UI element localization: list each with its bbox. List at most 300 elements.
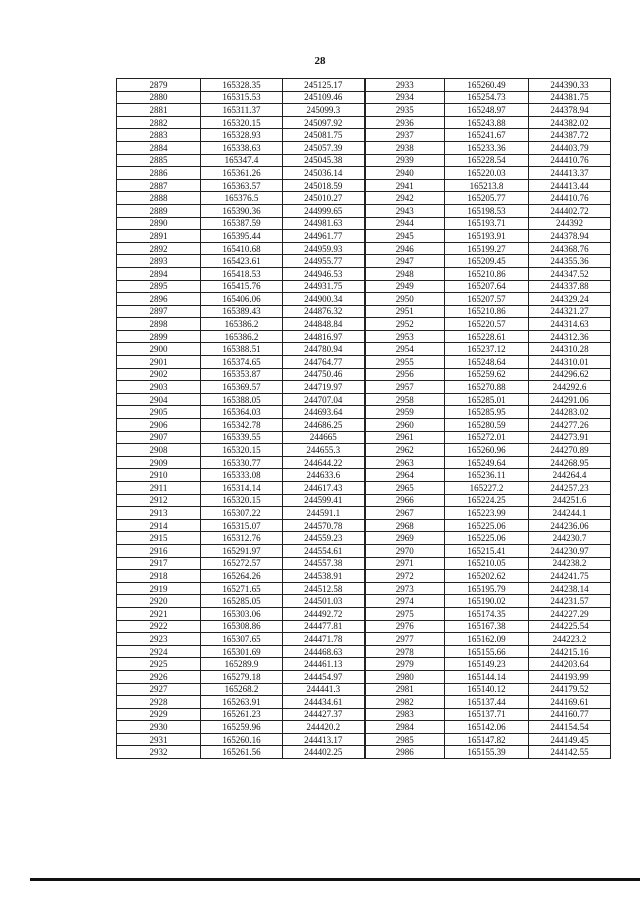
x-coordinate-cell: 165369.57 xyxy=(201,381,283,394)
point-number-cell: 2892 xyxy=(117,242,201,255)
x-coordinate-cell: 165361.26 xyxy=(201,167,283,180)
point-number-cell: 2915 xyxy=(117,532,201,545)
y-coordinate-cell: 244427.37 xyxy=(283,708,365,721)
point-number-cell: 2969 xyxy=(365,532,445,545)
y-coordinate-cell: 244230.7 xyxy=(529,532,611,545)
point-number-cell: 2978 xyxy=(365,645,445,658)
y-coordinate-cell: 244291.06 xyxy=(529,393,611,406)
x-coordinate-cell: 165261.23 xyxy=(201,708,283,721)
x-coordinate-cell: 165406.06 xyxy=(201,293,283,306)
point-number-cell: 2893 xyxy=(117,255,201,268)
x-coordinate-cell: 165289.9 xyxy=(201,658,283,671)
table-row xyxy=(117,683,611,696)
table-row xyxy=(117,318,611,331)
x-coordinate-cell: 165271.65 xyxy=(201,582,283,595)
point-number-cell: 2946 xyxy=(365,242,445,255)
point-number-cell: 2913 xyxy=(117,507,201,520)
x-coordinate-cell: 165225.06 xyxy=(445,532,529,545)
x-coordinate-cell: 165315.53 xyxy=(201,91,283,104)
table-row xyxy=(117,141,611,154)
y-coordinate-cell: 245125.17 xyxy=(283,79,365,92)
x-coordinate-cell: 165137.44 xyxy=(445,696,529,709)
y-coordinate-cell: 244961.77 xyxy=(283,230,365,243)
y-coordinate-cell: 244686.25 xyxy=(283,419,365,432)
y-coordinate-cell: 244410.76 xyxy=(529,154,611,167)
x-coordinate-cell: 165415.76 xyxy=(201,280,283,293)
point-number-cell: 2957 xyxy=(365,381,445,394)
x-coordinate-cell: 165190.02 xyxy=(445,595,529,608)
table-row xyxy=(117,670,611,683)
x-coordinate-cell: 165254.73 xyxy=(445,91,529,104)
x-coordinate-cell: 165198.53 xyxy=(445,204,529,217)
x-coordinate-cell: 165338.63 xyxy=(201,141,283,154)
x-coordinate-cell: 165142.06 xyxy=(445,721,529,734)
point-number-cell: 2883 xyxy=(117,129,201,142)
point-number-cell: 2914 xyxy=(117,519,201,532)
y-coordinate-cell: 244816.97 xyxy=(283,330,365,343)
x-coordinate-cell: 165303.06 xyxy=(201,607,283,620)
point-number-cell: 2931 xyxy=(117,733,201,746)
x-coordinate-cell: 165236.11 xyxy=(445,469,529,482)
y-coordinate-cell: 244693.64 xyxy=(283,406,365,419)
point-number-cell: 2937 xyxy=(365,129,445,142)
y-coordinate-cell: 244644.22 xyxy=(283,456,365,469)
y-coordinate-cell: 244321.27 xyxy=(529,305,611,318)
point-number-cell: 2945 xyxy=(365,230,445,243)
x-coordinate-cell: 165386.2 xyxy=(201,318,283,331)
point-number-cell: 2932 xyxy=(117,746,201,759)
point-number-cell: 2955 xyxy=(365,356,445,369)
table-row xyxy=(117,595,611,608)
point-number-cell: 2976 xyxy=(365,620,445,633)
y-coordinate-cell: 244413.17 xyxy=(283,733,365,746)
x-coordinate-cell: 165353.87 xyxy=(201,368,283,381)
y-coordinate-cell: 244876.32 xyxy=(283,305,365,318)
y-coordinate-cell: 244142.55 xyxy=(529,746,611,759)
point-number-cell: 2888 xyxy=(117,192,201,205)
point-number-cell: 2952 xyxy=(365,318,445,331)
point-number-cell: 2896 xyxy=(117,293,201,306)
y-coordinate-cell: 245109.46 xyxy=(283,91,365,104)
table-row xyxy=(117,305,611,318)
point-number-cell: 2899 xyxy=(117,330,201,343)
point-number-cell: 2922 xyxy=(117,620,201,633)
y-coordinate-cell: 244238.2 xyxy=(529,557,611,570)
point-number-cell: 2918 xyxy=(117,570,201,583)
y-coordinate-cell: 244570.78 xyxy=(283,519,365,532)
x-coordinate-cell: 165342.78 xyxy=(201,419,283,432)
x-coordinate-cell: 165149.23 xyxy=(445,658,529,671)
table-row xyxy=(117,696,611,709)
y-coordinate-cell: 244413.44 xyxy=(529,179,611,192)
point-number-cell: 2958 xyxy=(365,393,445,406)
y-coordinate-cell: 244296.62 xyxy=(529,368,611,381)
table-row xyxy=(117,356,611,369)
x-coordinate-cell: 165285.05 xyxy=(201,595,283,608)
point-number-cell: 2939 xyxy=(365,154,445,167)
y-coordinate-cell: 244402.72 xyxy=(529,204,611,217)
y-coordinate-cell: 244193.99 xyxy=(529,670,611,683)
point-number-cell: 2910 xyxy=(117,469,201,482)
x-coordinate-cell: 165320.15 xyxy=(201,444,283,457)
x-coordinate-cell: 165315.07 xyxy=(201,519,283,532)
point-number-cell: 2903 xyxy=(117,381,201,394)
x-coordinate-cell: 165268.2 xyxy=(201,683,283,696)
y-coordinate-cell: 244719.97 xyxy=(283,381,365,394)
y-coordinate-cell: 244292.6 xyxy=(529,381,611,394)
x-coordinate-cell: 165260.16 xyxy=(201,733,283,746)
x-coordinate-cell: 165387.59 xyxy=(201,217,283,230)
y-coordinate-cell: 244160.77 xyxy=(529,708,611,721)
x-coordinate-cell: 165210.86 xyxy=(445,267,529,280)
x-coordinate-cell: 165307.65 xyxy=(201,633,283,646)
point-number-cell: 2974 xyxy=(365,595,445,608)
x-coordinate-cell: 165363.57 xyxy=(201,179,283,192)
y-coordinate-cell: 244314.63 xyxy=(529,318,611,331)
table-row xyxy=(117,544,611,557)
table-row xyxy=(117,607,611,620)
point-number-cell: 2950 xyxy=(365,293,445,306)
y-coordinate-cell: 244223.2 xyxy=(529,633,611,646)
point-number-cell: 2912 xyxy=(117,494,201,507)
table-row xyxy=(117,280,611,293)
y-coordinate-cell: 244441.3 xyxy=(283,683,365,696)
x-coordinate-cell: 165210.86 xyxy=(445,305,529,318)
point-number-cell: 2965 xyxy=(365,482,445,495)
table-row xyxy=(117,645,611,658)
x-coordinate-cell: 165202.62 xyxy=(445,570,529,583)
table-row xyxy=(117,494,611,507)
y-coordinate-cell: 244381.75 xyxy=(529,91,611,104)
point-number-cell: 2975 xyxy=(365,607,445,620)
point-number-cell: 2886 xyxy=(117,167,201,180)
x-coordinate-cell: 165410.68 xyxy=(201,242,283,255)
y-coordinate-cell: 244946.53 xyxy=(283,267,365,280)
y-coordinate-cell: 244230.97 xyxy=(529,544,611,557)
point-number-cell: 2959 xyxy=(365,406,445,419)
y-coordinate-cell: 244403.79 xyxy=(529,141,611,154)
y-coordinate-cell: 245097.92 xyxy=(283,116,365,129)
table-row xyxy=(117,557,611,570)
point-number-cell: 2879 xyxy=(117,79,201,92)
y-coordinate-cell: 244461.13 xyxy=(283,658,365,671)
point-number-cell: 2887 xyxy=(117,179,201,192)
x-coordinate-cell: 165225.06 xyxy=(445,519,529,532)
point-number-cell: 2930 xyxy=(117,721,201,734)
table-row xyxy=(117,746,611,759)
table-row xyxy=(117,129,611,142)
x-coordinate-cell: 165386.2 xyxy=(201,330,283,343)
point-number-cell: 2902 xyxy=(117,368,201,381)
x-coordinate-cell: 165339.55 xyxy=(201,431,283,444)
x-coordinate-cell: 165328.35 xyxy=(201,79,283,92)
point-number-cell: 2889 xyxy=(117,204,201,217)
point-number-cell: 2951 xyxy=(365,305,445,318)
point-number-cell: 2919 xyxy=(117,582,201,595)
table-row xyxy=(117,104,611,117)
x-coordinate-cell: 165263.91 xyxy=(201,696,283,709)
y-coordinate-cell: 244780.94 xyxy=(283,343,365,356)
x-coordinate-cell: 165260.96 xyxy=(445,444,529,457)
table-row xyxy=(117,633,611,646)
x-coordinate-cell: 165308.86 xyxy=(201,620,283,633)
y-coordinate-cell: 244848.84 xyxy=(283,318,365,331)
table-row xyxy=(117,368,611,381)
y-coordinate-cell: 244337.88 xyxy=(529,280,611,293)
table-row xyxy=(117,230,611,243)
table-row xyxy=(117,658,611,671)
x-coordinate-cell: 165374.65 xyxy=(201,356,283,369)
x-coordinate-cell: 165147.82 xyxy=(445,733,529,746)
point-number-cell: 2961 xyxy=(365,431,445,444)
table-row xyxy=(117,469,611,482)
point-number-cell: 2936 xyxy=(365,116,445,129)
point-number-cell: 2885 xyxy=(117,154,201,167)
point-number-cell: 2923 xyxy=(117,633,201,646)
point-number-cell: 2938 xyxy=(365,141,445,154)
y-coordinate-cell: 244241.75 xyxy=(529,570,611,583)
point-number-cell: 2964 xyxy=(365,469,445,482)
x-coordinate-cell: 165270.88 xyxy=(445,381,529,394)
y-coordinate-cell: 245099.3 xyxy=(283,104,365,117)
x-coordinate-cell: 165376.5 xyxy=(201,192,283,205)
point-number-cell: 2943 xyxy=(365,204,445,217)
point-number-cell: 2907 xyxy=(117,431,201,444)
y-coordinate-cell: 244538.91 xyxy=(283,570,365,583)
y-coordinate-cell: 244477.81 xyxy=(283,620,365,633)
point-number-cell: 2921 xyxy=(117,607,201,620)
x-coordinate-cell: 165248.64 xyxy=(445,356,529,369)
table-row xyxy=(117,419,611,432)
x-coordinate-cell: 165285.95 xyxy=(445,406,529,419)
point-number-cell: 2954 xyxy=(365,343,445,356)
table-row xyxy=(117,343,611,356)
point-number-cell: 2890 xyxy=(117,217,201,230)
y-coordinate-cell: 244387.72 xyxy=(529,129,611,142)
x-coordinate-cell: 165388.05 xyxy=(201,393,283,406)
y-coordinate-cell: 244392 xyxy=(529,217,611,230)
point-number-cell: 2891 xyxy=(117,230,201,243)
point-number-cell: 2909 xyxy=(117,456,201,469)
x-coordinate-cell: 165207.64 xyxy=(445,280,529,293)
x-coordinate-cell: 165223.99 xyxy=(445,507,529,520)
point-number-cell: 2942 xyxy=(365,192,445,205)
y-coordinate-cell: 244764.77 xyxy=(283,356,365,369)
x-coordinate-cell: 165224.25 xyxy=(445,494,529,507)
point-number-cell: 2948 xyxy=(365,267,445,280)
y-coordinate-cell: 244149.45 xyxy=(529,733,611,746)
table-row xyxy=(117,406,611,419)
y-coordinate-cell: 244454.97 xyxy=(283,670,365,683)
table-row xyxy=(117,79,611,92)
x-coordinate-cell: 165243.88 xyxy=(445,116,529,129)
y-coordinate-cell: 245045.38 xyxy=(283,154,365,167)
y-coordinate-cell: 245081.75 xyxy=(283,129,365,142)
point-number-cell: 2940 xyxy=(365,167,445,180)
y-coordinate-cell: 244378.94 xyxy=(529,104,611,117)
x-coordinate-cell: 165418.53 xyxy=(201,267,283,280)
point-number-cell: 2904 xyxy=(117,393,201,406)
point-number-cell: 2962 xyxy=(365,444,445,457)
x-coordinate-cell: 165237.12 xyxy=(445,343,529,356)
y-coordinate-cell: 244203.64 xyxy=(529,658,611,671)
point-number-cell: 2924 xyxy=(117,645,201,658)
x-coordinate-cell: 165272.57 xyxy=(201,557,283,570)
y-coordinate-cell: 244413.37 xyxy=(529,167,611,180)
y-coordinate-cell: 244468.63 xyxy=(283,645,365,658)
y-coordinate-cell: 244492.72 xyxy=(283,607,365,620)
y-coordinate-cell: 244599.41 xyxy=(283,494,365,507)
point-number-cell: 2928 xyxy=(117,696,201,709)
point-number-cell: 2925 xyxy=(117,658,201,671)
point-number-cell: 2981 xyxy=(365,683,445,696)
x-coordinate-cell: 165314.14 xyxy=(201,482,283,495)
table-row xyxy=(117,456,611,469)
x-coordinate-cell: 165285.01 xyxy=(445,393,529,406)
y-coordinate-cell: 244227.29 xyxy=(529,607,611,620)
x-coordinate-cell: 165312.76 xyxy=(201,532,283,545)
x-coordinate-cell: 165162.09 xyxy=(445,633,529,646)
point-number-cell: 2917 xyxy=(117,557,201,570)
point-number-cell: 2906 xyxy=(117,419,201,432)
table-row xyxy=(117,431,611,444)
point-number-cell: 2882 xyxy=(117,116,201,129)
y-coordinate-cell: 244390.33 xyxy=(529,79,611,92)
point-number-cell: 2884 xyxy=(117,141,201,154)
table-row xyxy=(117,721,611,734)
point-number-cell: 2986 xyxy=(365,746,445,759)
table-row xyxy=(117,116,611,129)
x-coordinate-cell: 165333.08 xyxy=(201,469,283,482)
point-number-cell: 2901 xyxy=(117,356,201,369)
y-coordinate-cell: 244900.34 xyxy=(283,293,365,306)
point-number-cell: 2953 xyxy=(365,330,445,343)
x-coordinate-cell: 165199.27 xyxy=(445,242,529,255)
point-number-cell: 2920 xyxy=(117,595,201,608)
page-number: 28 xyxy=(314,55,326,67)
point-number-cell: 2980 xyxy=(365,670,445,683)
y-coordinate-cell: 245036.14 xyxy=(283,167,365,180)
table-row xyxy=(117,192,611,205)
point-number-cell: 2927 xyxy=(117,683,201,696)
x-coordinate-cell: 165279.18 xyxy=(201,670,283,683)
table-row xyxy=(117,733,611,746)
x-coordinate-cell: 165140.12 xyxy=(445,683,529,696)
table-row xyxy=(117,242,611,255)
table-row xyxy=(117,582,611,595)
y-coordinate-cell: 244559.23 xyxy=(283,532,365,545)
point-number-cell: 2941 xyxy=(365,179,445,192)
point-number-cell: 2929 xyxy=(117,708,201,721)
table-row xyxy=(117,507,611,520)
table-row xyxy=(117,444,611,457)
x-coordinate-cell: 165320.15 xyxy=(201,116,283,129)
y-coordinate-cell: 244617.43 xyxy=(283,482,365,495)
x-coordinate-cell: 165220.03 xyxy=(445,167,529,180)
y-coordinate-cell: 244225.54 xyxy=(529,620,611,633)
x-coordinate-cell: 165261.56 xyxy=(201,746,283,759)
point-number-cell: 2966 xyxy=(365,494,445,507)
x-coordinate-cell: 165330.77 xyxy=(201,456,283,469)
y-coordinate-cell: 244959.93 xyxy=(283,242,365,255)
y-coordinate-cell: 244169.61 xyxy=(529,696,611,709)
y-coordinate-cell: 244270.89 xyxy=(529,444,611,457)
table-row xyxy=(117,179,611,192)
x-coordinate-cell: 165388.51 xyxy=(201,343,283,356)
y-coordinate-cell: 244434.61 xyxy=(283,696,365,709)
table-row xyxy=(117,167,611,180)
y-coordinate-cell: 244236.06 xyxy=(529,519,611,532)
table-row xyxy=(117,532,611,545)
x-coordinate-cell: 165328.93 xyxy=(201,129,283,142)
x-coordinate-cell: 165260.49 xyxy=(445,79,529,92)
y-coordinate-cell: 244554.61 xyxy=(283,544,365,557)
point-number-cell: 2972 xyxy=(365,570,445,583)
y-coordinate-cell: 244557.38 xyxy=(283,557,365,570)
x-coordinate-cell: 165195.79 xyxy=(445,582,529,595)
y-coordinate-cell: 244277.26 xyxy=(529,419,611,432)
y-coordinate-cell: 244512.58 xyxy=(283,582,365,595)
x-coordinate-cell: 165137.71 xyxy=(445,708,529,721)
point-number-cell: 2934 xyxy=(365,91,445,104)
x-coordinate-cell: 165272.01 xyxy=(445,431,529,444)
y-coordinate-cell: 244312.36 xyxy=(529,330,611,343)
point-number-cell: 2880 xyxy=(117,91,201,104)
point-number-cell: 2905 xyxy=(117,406,201,419)
x-coordinate-cell: 165220.57 xyxy=(445,318,529,331)
y-coordinate-cell: 244501.03 xyxy=(283,595,365,608)
y-coordinate-cell: 245018.59 xyxy=(283,179,365,192)
x-coordinate-cell: 165301.69 xyxy=(201,645,283,658)
table-row xyxy=(117,217,611,230)
y-coordinate-cell: 244591.1 xyxy=(283,507,365,520)
y-coordinate-cell: 244231.57 xyxy=(529,595,611,608)
x-coordinate-cell: 165320.15 xyxy=(201,494,283,507)
point-number-cell: 2894 xyxy=(117,267,201,280)
y-coordinate-cell: 244329.24 xyxy=(529,293,611,306)
y-coordinate-cell: 244347.52 xyxy=(529,267,611,280)
y-coordinate-cell: 244471.78 xyxy=(283,633,365,646)
point-number-cell: 2984 xyxy=(365,721,445,734)
point-number-cell: 2900 xyxy=(117,343,201,356)
x-coordinate-cell: 165227.2 xyxy=(445,482,529,495)
table-row xyxy=(117,620,611,633)
y-coordinate-cell: 244707.04 xyxy=(283,393,365,406)
point-number-cell: 2897 xyxy=(117,305,201,318)
x-coordinate-cell: 165311.37 xyxy=(201,104,283,117)
y-coordinate-cell: 244215.16 xyxy=(529,645,611,658)
point-number-cell: 2967 xyxy=(365,507,445,520)
table-row xyxy=(117,154,611,167)
y-coordinate-cell: 244665 xyxy=(283,431,365,444)
table-row xyxy=(117,330,611,343)
point-number-cell: 2898 xyxy=(117,318,201,331)
point-number-cell: 2979 xyxy=(365,658,445,671)
point-number-cell: 2916 xyxy=(117,544,201,557)
y-coordinate-cell: 244655.3 xyxy=(283,444,365,457)
x-coordinate-cell: 165291.97 xyxy=(201,544,283,557)
x-coordinate-cell: 165259.96 xyxy=(201,721,283,734)
coordinates-table-body xyxy=(117,79,611,759)
point-number-cell: 2935 xyxy=(365,104,445,117)
x-coordinate-cell: 165213.8 xyxy=(445,179,529,192)
x-coordinate-cell: 165248.97 xyxy=(445,104,529,117)
table-row xyxy=(117,393,611,406)
y-coordinate-cell: 244955.77 xyxy=(283,255,365,268)
point-number-cell: 2881 xyxy=(117,104,201,117)
point-number-cell: 2973 xyxy=(365,582,445,595)
point-number-cell: 2963 xyxy=(365,456,445,469)
